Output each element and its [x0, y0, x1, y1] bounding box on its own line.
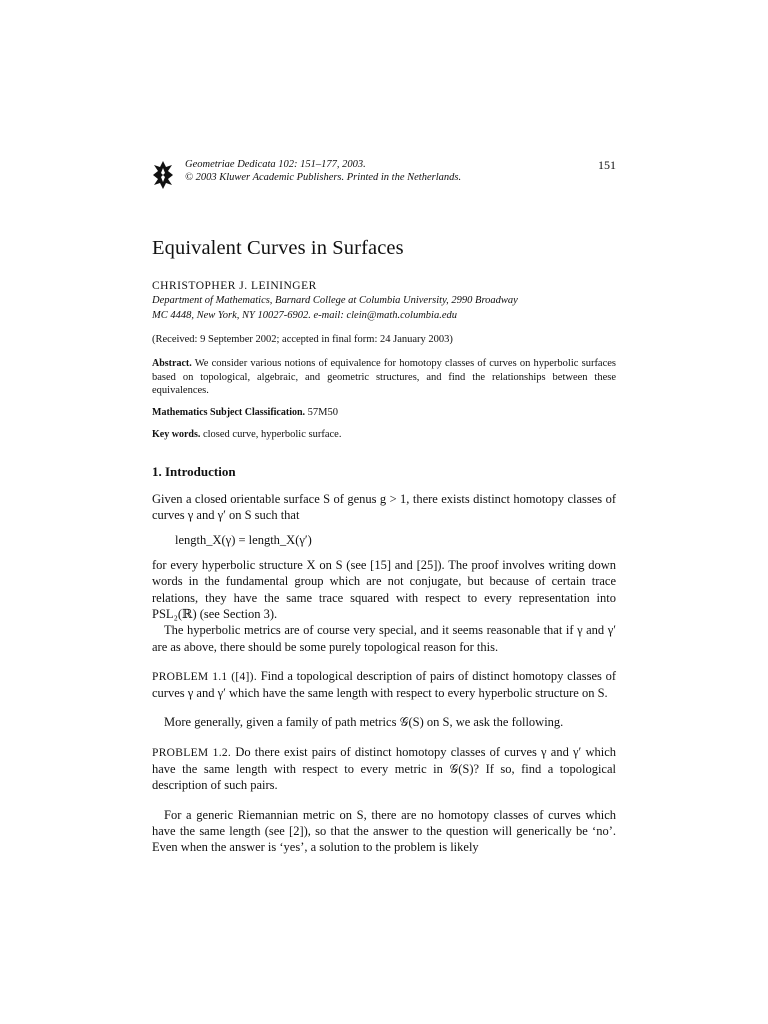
problem-1-2	[152, 744, 616, 794]
journal-citation	[185, 158, 461, 184]
msc-label: Mathematics Subject Classification.	[152, 406, 306, 418]
journal-header	[152, 158, 616, 198]
abstract-label: Abstract.	[152, 358, 192, 369]
paragraph-1: Given a closed orientable surface S of genus g > 1, there exists distinct homotopy classes of curves γ and γ′ on S such that	[152, 491, 616, 522]
paragraph-2: for every hyperbolic structure X on S (see [15] and [25]). The proof involves writing down words in the fundamental group which are not conjugate, but because of certain trace relations, they have the same trace squared with respect to every representation into PSL₂(ℝ) (see Section 3).	[152, 558, 616, 621]
received-dates: (Received: 9 September 2002; accepted in final form: 24 January 2003)	[152, 334, 453, 345]
paper-page	[152, 158, 616, 856]
section-title: Introduction	[165, 463, 236, 479]
keywords-value: closed curve, hyperbolic surface.	[202, 428, 342, 440]
abstract	[152, 357, 616, 398]
paragraph-3: The hyperbolic metrics are of course very special, and it seems reasonable that if γ and γ′ are as above, there should be some purely topological reason for this.	[152, 623, 616, 654]
publisher-logo-icon	[152, 160, 174, 190]
msc-value: 57M50	[307, 406, 339, 418]
affiliation-line-1: Department of Mathematics, Barnard College at Columbia University, 2990 Broadway	[152, 295, 518, 306]
problem-1-1-label: PROBLEM 1.1 ([4]).	[152, 670, 257, 683]
paper-title: Equivalent Curves in Surfaces	[152, 237, 404, 259]
problem-1-2-label: PROBLEM 1.2.	[152, 746, 232, 759]
section-heading	[152, 464, 616, 480]
copyright-line: © 2003 Kluwer Academic Publishers. Printed in the Netherlands.	[185, 172, 462, 183]
section-number: 1.	[152, 463, 162, 479]
page-number: 151	[598, 158, 616, 172]
length-equation: length_X(γ) = length_X(γ′)	[175, 533, 312, 548]
subject-classification	[152, 406, 616, 420]
problem-1-1	[152, 668, 616, 702]
journal-line: Geometriae Dedicata 102: 151–177, 2003.	[185, 159, 366, 170]
keywords-label: Key words.	[152, 428, 201, 440]
abstract-text: We consider various notions of equivalence for homotopy classes of curves on hyperbolic surfaces based on topological, algebraic, and geometric structures, and find the relationships between these equivalences.	[152, 358, 617, 396]
problem-1-1-text: Find a topological description of pairs of distinct homotopy classes of curves γ and γ′ which have the same length with respect to every hyperbolic structure on S.	[152, 668, 617, 701]
author-affiliation	[152, 293, 616, 323]
paragraph-5: For a generic Riemannian metric on S, there are no homotopy classes of curves which have the same length (see [2]), so that the answer to the question will generically be ‘no’. Even when the answer is ‘yes’, a solution to the problem is likely	[152, 807, 616, 855]
affiliation-line-2: MC 4448, New York, NY 10027-6902. e-mail: clein@math.columbia.edu	[152, 310, 458, 321]
problem-1-2-text: Do there exist pairs of distinct homotopy classes of curves γ and γ′ which have the same length with respect to every metric in 𝒢(S)? If so, find a topological description of such pairs.	[152, 744, 617, 793]
keywords	[152, 428, 616, 442]
author-name: CHRISTOPHER J. LEININGER	[152, 280, 317, 292]
section-body	[152, 491, 616, 856]
paragraph-4: More generally, given a family of path metrics 𝒢(S) on S, we ask the following.	[164, 715, 564, 730]
